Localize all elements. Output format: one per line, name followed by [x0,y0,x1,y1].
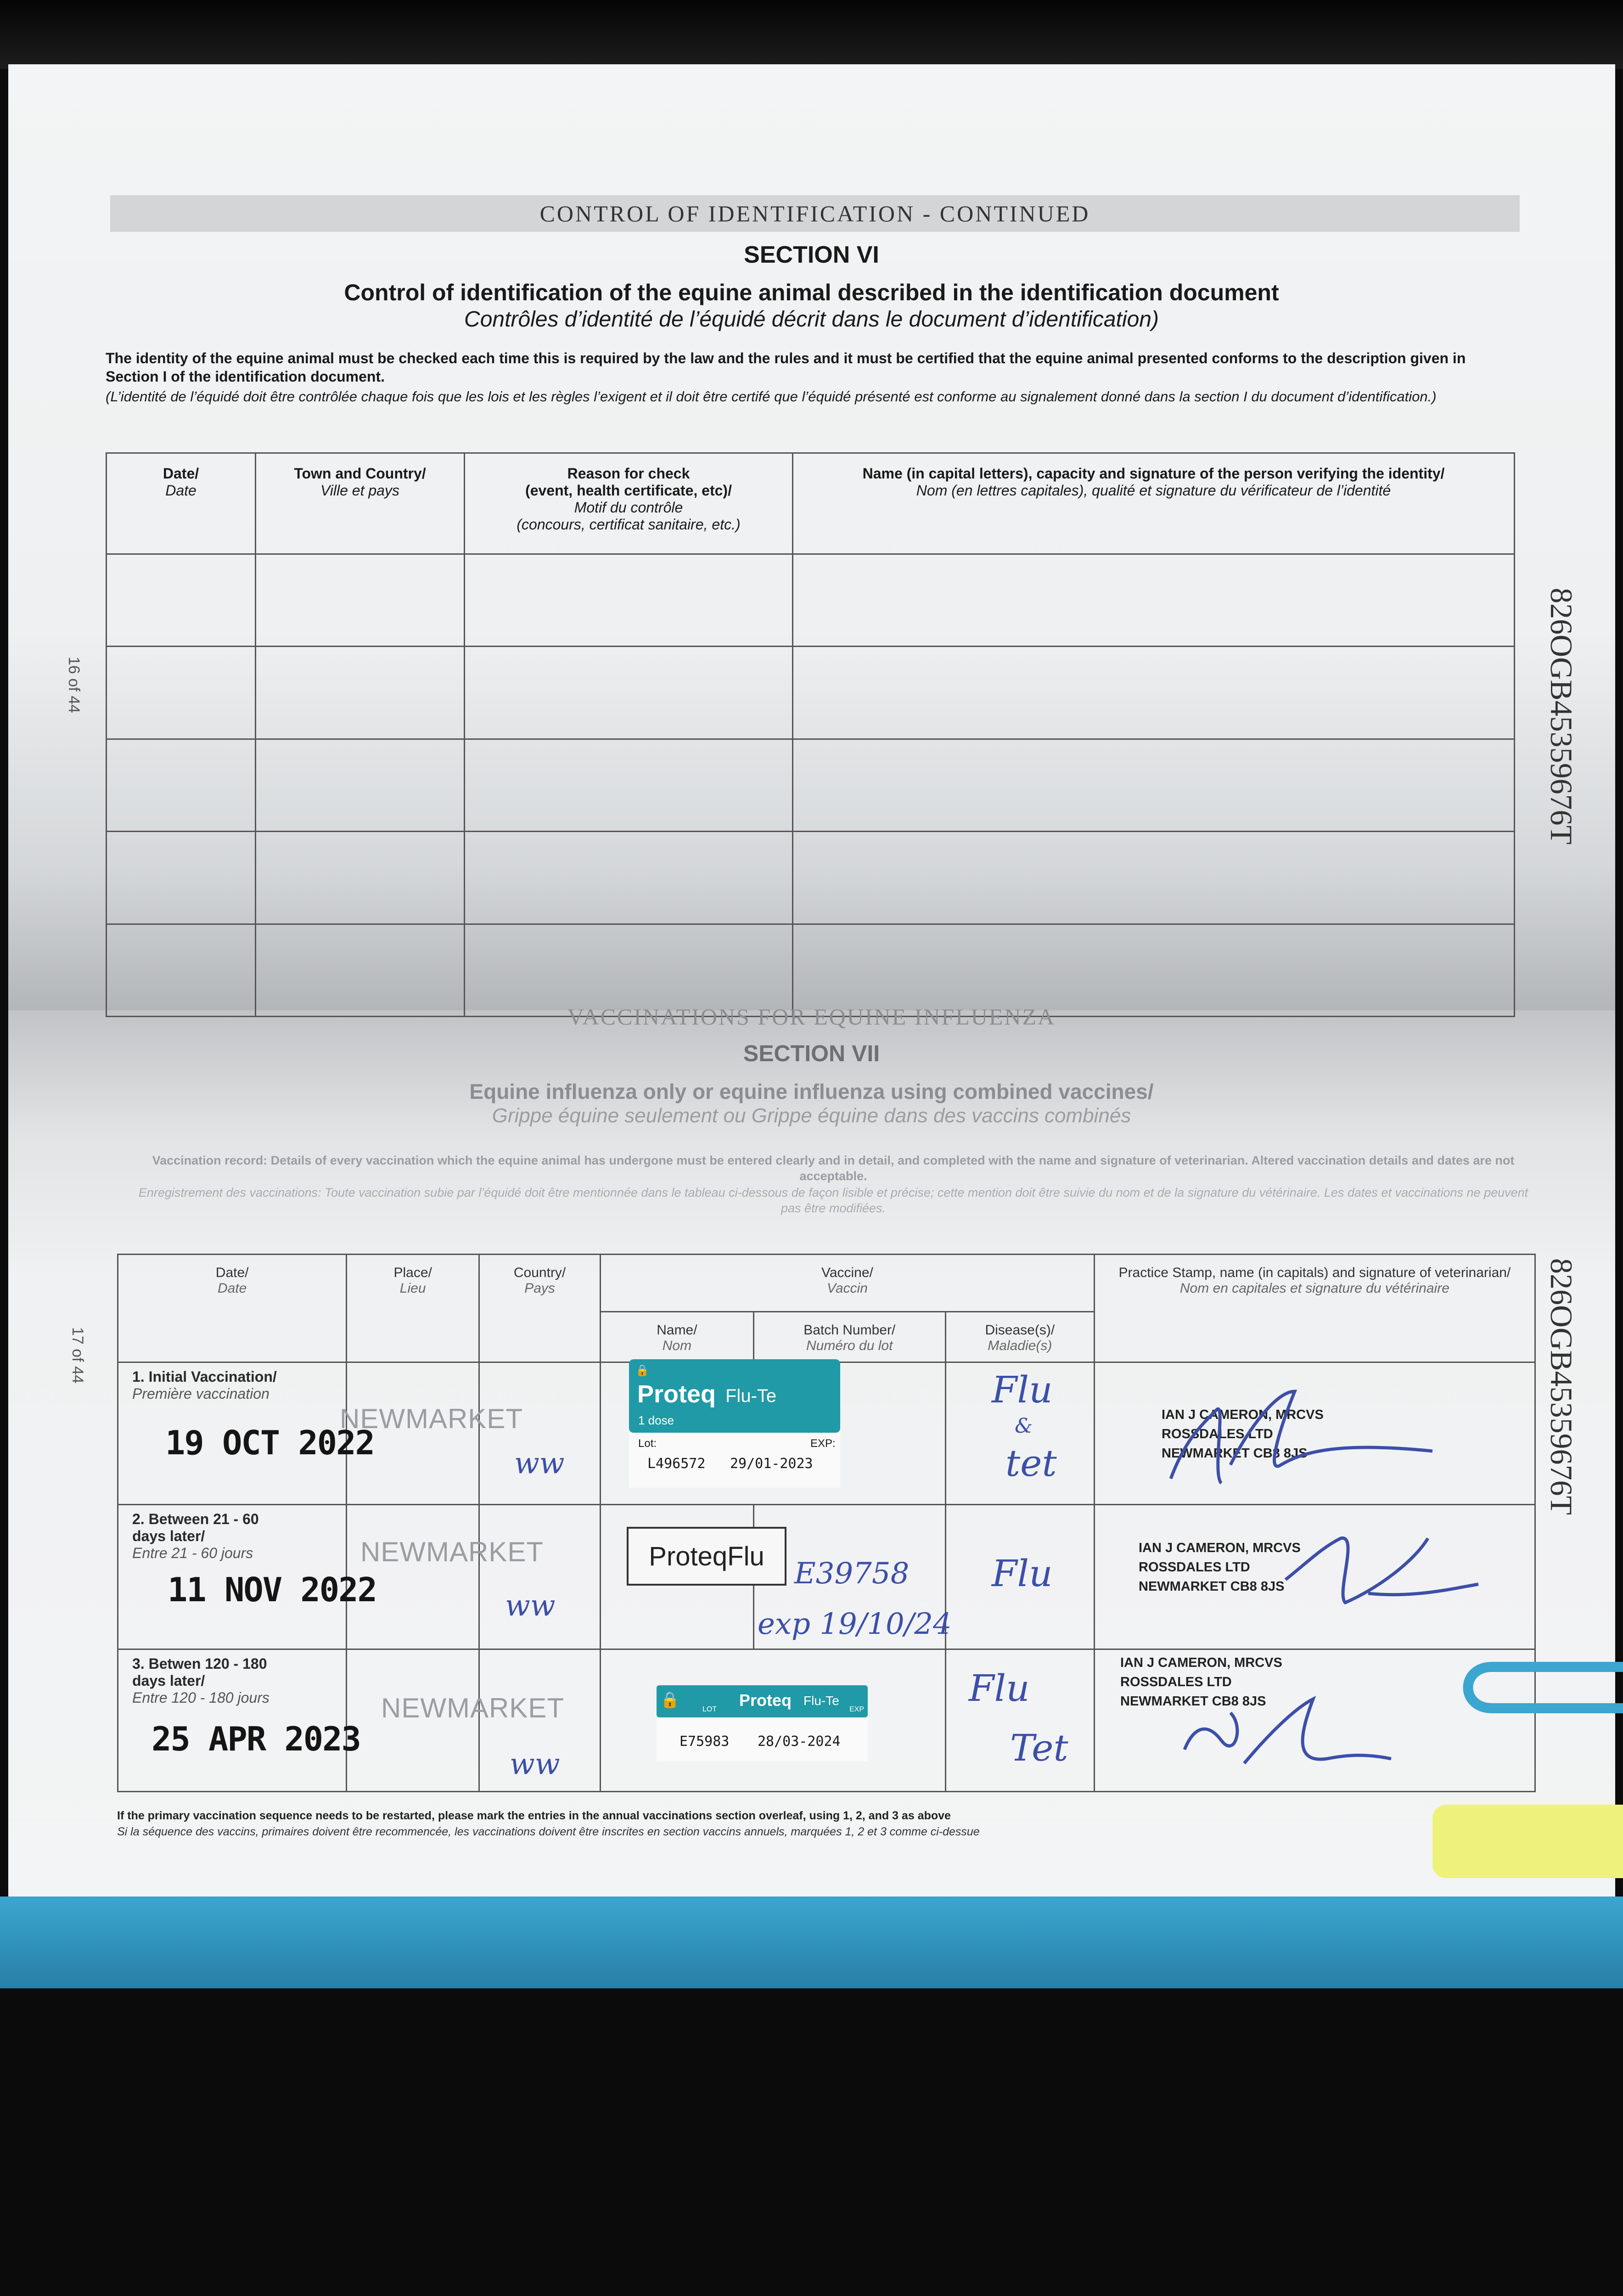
table-row [107,554,1515,647]
vet-signature [1175,1671,1396,1777]
col-date: Date/ Date [107,453,256,554]
table-row [107,647,1515,739]
row-label: 3. Betwen 120 - 180 days later/ Entre 120 - 180 jours [118,1649,347,1792]
section6-label: SECTION VI [744,242,879,268]
scan-top-edge [0,0,1623,69]
footnote: If the primary vaccination sequence needs to be restarted, please mark the entries in the annual vaccinations section overleaf, using 1, 2, and 3 as above [117,1809,951,1822]
footnote-fr: Si la séquence des vaccins, primaires doivent être recommencée, les vaccinations doivent être inscrites en section vaccins annuels, marquées 1, 2 et 3 comme ci-dessue [117,1825,980,1838]
section6-heading: Control of identification of the equine animal described in the identification document [344,280,1279,305]
place-stamp: NEWMARKET [340,1403,523,1434]
section7-heading: Equine influenza only or equine influenza using combined vaccines/ [469,1080,1154,1103]
vaccine-sticker: 🔒 Proteq Flu-Te LOT EXP [657,1685,868,1717]
table-row [107,924,1515,1016]
passport-id-code: 826OGB45359676T [1544,1258,1579,1515]
section6-instruction-fr: (L’identité de l’équidé doit être contrôlée chaque fois que les lois et les règles l’exigent et il doit être certifé que l’équidé présenté est conforme au signalement donné dans la section I du document d’identification.) [106,388,1437,405]
col-batch: Batch Number/ Numéro du lot [753,1312,945,1362]
disease-handwriting: Tet [1010,1727,1068,1769]
passport-id-code: 826OGB45359676T [1544,588,1579,845]
place-stamp: NEWMARKET [381,1693,564,1723]
table-row [107,832,1515,924]
section7-instruction-fr: Enregistrement des vaccinations: Toute vaccination subie par l’équidé doit être mentionnée dans le tableau ci-dessous de façon lisible et précise; cette mention doit être suivie du nom et de la signature du vétérinaire. Les dates et vaccinations ne peuvent pas être modifiées. [138,1186,1528,1215]
section7-heading-fr: Grippe équine seulement ou Grippe équine dans des vaccins combinés [492,1104,1131,1127]
disease-handwriting: tet [1005,1442,1057,1485]
batch-handwriting: E39758 [794,1557,910,1591]
vet-stamp: IAN J CAMERON, MRCVS ROSSDALES LTD NEWMARKET CB8 8JS [1139,1541,1301,1594]
vaccine-sub: Flu-Te [725,1386,777,1406]
vaccine-lot-label: E75983 28/03-2024 [657,1717,868,1761]
section7-banner: VACCINATIONS FOR EQUINE INFLUENZA [567,1004,1056,1030]
initials: ww [510,1747,560,1781]
yellow-tab [1432,1805,1623,1878]
disease-handwriting: Flu [992,1552,1053,1595]
lock-icon: 🔒 [635,1364,649,1377]
section7-instruction: Vaccination record: Details of every vaccination which the equine animal has undergone must be entered clearly and in detail, and completed with the name and signature of veterinarian. Altered vaccination details and dates are not acceptable. [152,1154,1515,1183]
section7-label: SECTION VII [743,1041,880,1066]
place-stamp: NEWMARKET [360,1536,544,1567]
col-place: Place/ Lieu [347,1255,479,1362]
row-label: 2. Between 21 - 60 days later/ Entre 21 - 60 jours [118,1505,347,1649]
page-number-17: 17 of 44 [69,1327,86,1384]
col-vet: Practice Stamp, name (in capitals) and signature of veterinarian/ Nom en capitales et signature du vétérinaire [1094,1255,1535,1362]
identity-check-table [106,452,1515,1017]
col-disease: Disease(s)/ Maladie(s) [945,1312,1094,1362]
col-date: Date/ Date [118,1255,347,1362]
paperclip [1419,1649,1623,1768]
vet-stamp: IAN J CAMERON, MRCVS ROSSDALES LTD NEWMARKET CB8 8JS [1120,1655,1282,1709]
initials: ww [505,1589,556,1623]
section6-banner: CONTROL OF IDENTIFICATION - CONTINUED [110,195,1520,232]
vet-signature [1157,1373,1478,1502]
section6-heading-fr: Contrôles d’identité de l’équidé décrit dans le document d’identification) [464,307,1159,332]
disease-handwriting: Flu [992,1368,1053,1411]
col-town-country: Town and Country/ Ville et pays [256,453,465,554]
row-label: 1. Initial Vaccination/ Première vaccination [118,1362,347,1505]
cover-edge [0,1896,1623,1988]
date-stamp: 25 APR 2023 [152,1720,360,1758]
scan-bottom-edge [0,1988,1623,2296]
page-number-16: 16 of 44 [65,657,83,713]
col-reason: Reason for check (event, health certificate, etc)/ Motif du contrôle (concours, certificat sanitaire, etc.) [465,453,793,554]
vaccine-stamp: ProteqFlu [627,1527,786,1586]
disease-handwriting: & [1015,1414,1033,1438]
vaccine-sticker [629,1359,840,1433]
vaccine-brand: Proteq [637,1380,716,1408]
vaccine-dose: 1 dose [638,1413,674,1427]
col-country: Country/ Pays [479,1255,601,1362]
date-stamp: 11 NOV 2022 [168,1570,376,1609]
lock-icon: 🔒 [660,1691,680,1709]
table-row [107,739,1515,831]
col-verifier: Name (in capital letters), capacity and signature of the person verifying the identity/ Nom (en lettres capitales), qualité et signature du vérificateur de l’identité [793,453,1515,554]
expiry-handwriting: exp 19/10/24 [758,1607,952,1641]
col-vaccine: Vaccine/ Vaccin [601,1255,1095,1312]
disease-handwriting: Flu [969,1667,1030,1710]
vaccine-lot-label: Lot: EXP: L496572 29/01-2023 [629,1433,840,1488]
section6-instruction: The identity of the equine animal must be checked each time this is required by the law and the rules and it must be certified that the equine animal presented conforms to the description given in Section I of the identification document. [106,350,1466,385]
vet-signature [1276,1520,1488,1612]
col-name: Name/ Nom [601,1312,754,1362]
vet-stamp: IAN J CAMERON, MRCVS ROSSDALES LTD NEWMARKET CB8 8JS [1162,1407,1324,1461]
initials: ww [514,1446,565,1480]
date-stamp: 19 OCT 2022 [165,1424,374,1462]
